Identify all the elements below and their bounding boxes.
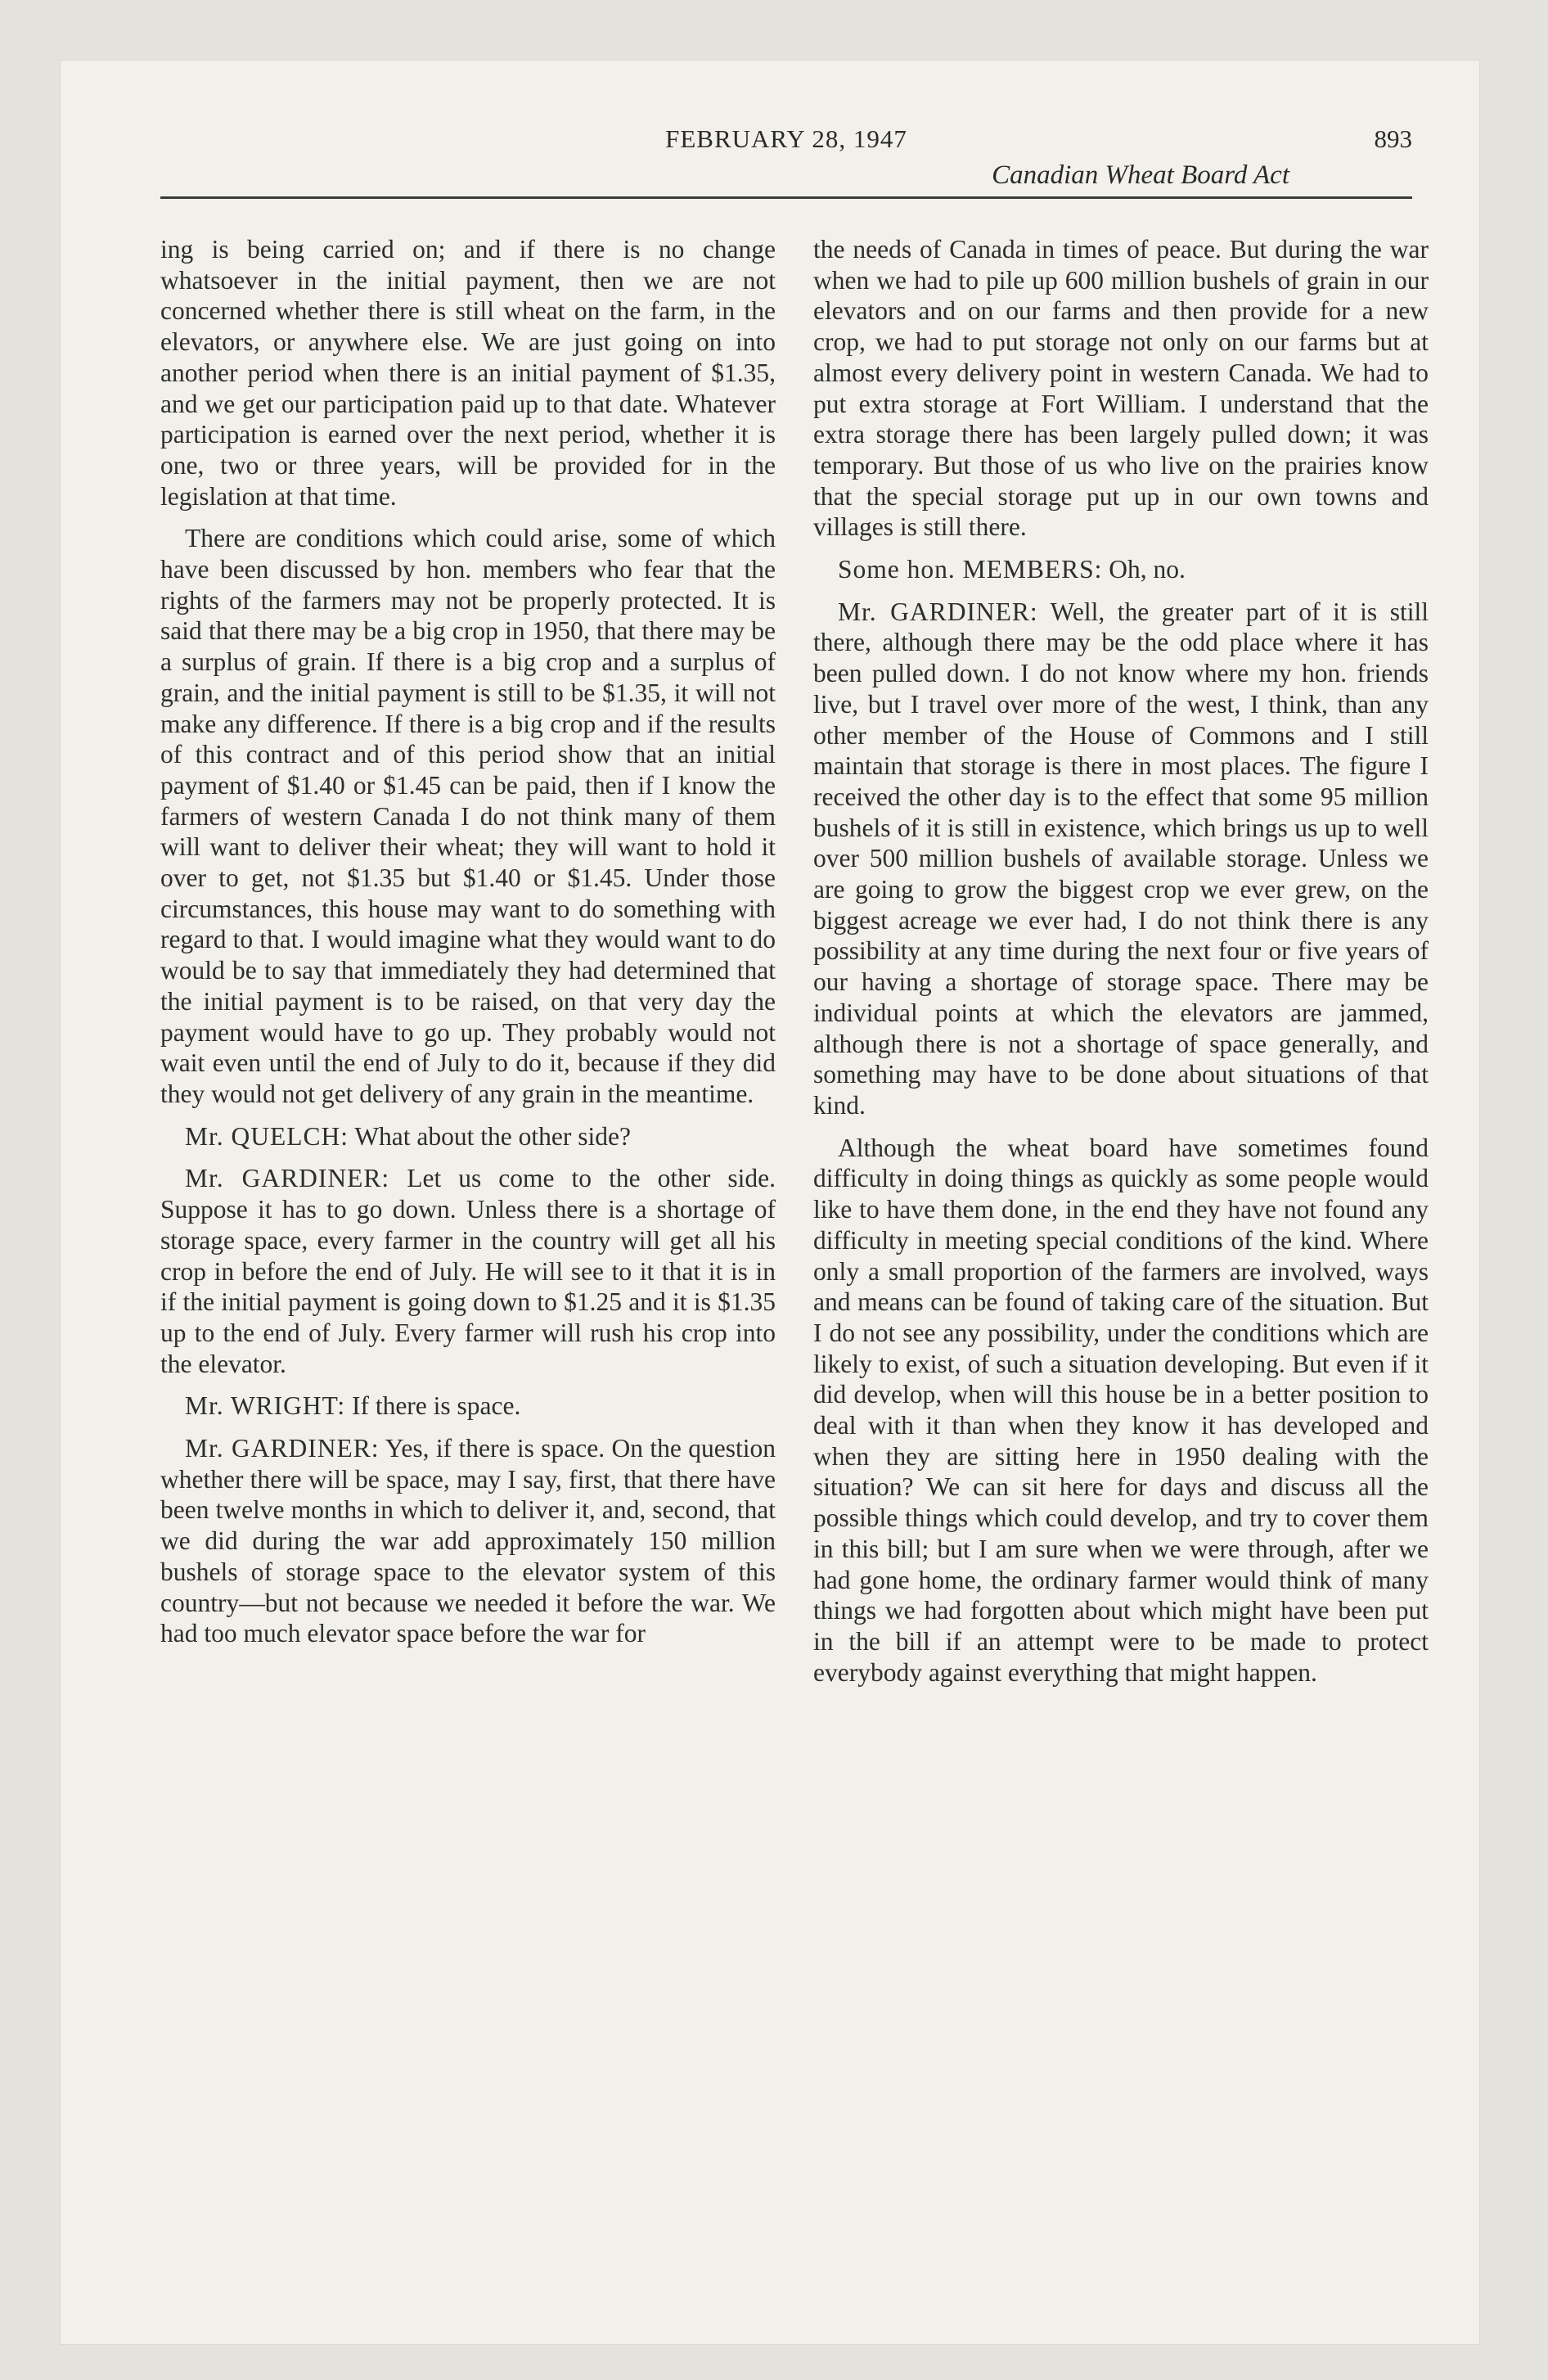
speech-text: Yes, if there is space. On the question whether there will be space, may I say, first, that there have been twelve months in which to deliver it, and, second, that we did during the war add approximately 150 million bushels of storage space to the elevator system of this country—but not because we needed it before the war. We had too much elevator space before the war for: [160, 1434, 776, 1648]
speaker-name: Mr. WRIGHT:: [185, 1391, 346, 1421]
speaker-name: Mr. QUELCH:: [185, 1121, 349, 1151]
speaker-name: Mr. GARDINER:: [185, 1434, 380, 1463]
speech-paragraph: [160, 1433, 776, 1649]
page-header: [160, 124, 1412, 200]
body-paragraph: [813, 1133, 1429, 1688]
body-paragraph: [160, 523, 776, 1109]
speaker-name: Some hon. MEMBERS:: [838, 555, 1103, 584]
right-column: [813, 234, 1429, 1699]
speaker-name: Mr. GARDINER:: [185, 1164, 390, 1193]
header-date: FEBRUARY 28, 1947: [665, 124, 907, 153]
paragraph-text: ing is being carried on; and if there is no change whatsoever in the initial payment, then we are not concerned whether there is still wheat on the farm, in the elevators, or anywhere else. We are just going on into another period when there is an initial payment of $1.35, and we get our participation paid up to that date. Whatever participation is earned over the next period, whether it is one, two or three years, will be provided for in the legislation at that time.: [160, 235, 776, 511]
speech-paragraph: [813, 554, 1429, 585]
continuation-paragraph: [160, 234, 776, 512]
paragraph-text: There are conditions which could arise, some of which have been discussed by hon. members who fear that the rights of the farmers may not be properly protected. It is said that there may be a big crop in 1950, that there may be a surplus of grain. If there is a big crop and a surplus of grain, and the initial payment is still to be $1.35, it will not make any difference. If there is a big crop and if the results of this contract and of this period show that an initial payment of $1.40 or $1.45 can be paid, then if I know the farmers of western Canada I do not think many of them will want to deliver their wheat; they will want to hold it over to get, not $1.35 but $1.40 or $1.45. Under those circumstances, this house may want to do something with regard to that. I would imagine what they would want to do would be to say that immediately they had determined that the initial payment is to be raised, on that very day the payment would have to go up. They probably would not wait even until the end of July to do it, because if they did they would not get delivery of any grain in the meantime.: [160, 524, 776, 1108]
page-number: 893: [1374, 124, 1412, 153]
speech-text: Well, the greater part of it is still there, although there may be the odd place where it has been pulled down. I do not know where my hon. friends live, but I travel over more of the west, I think, than any other member of the House of Commons and I still maintain that storage is there in most places. The figure I received the other day is to the effect that some 95 million bushels of it is still in existence, which brings us up to well over 500 million bushels of available storage. Unless we are going to grow the biggest crop we ever grew, on the biggest acreage we ever had, I do not think there is any possibility at any time during the next four or five years of our having a shortage of storage space. There may be individual points at which the elevators are jammed, although there is not a shortage of space generally, and something may have to be done about situations of that kind.: [813, 597, 1429, 1120]
speech-text: What about the other side?: [354, 1121, 631, 1151]
speech-text: Oh, no.: [1109, 555, 1186, 584]
speech-paragraph: [160, 1163, 776, 1379]
header-rule: [160, 196, 1412, 199]
speech-text: If there is space.: [351, 1391, 521, 1421]
speaker-name: Mr. GARDINER:: [838, 597, 1038, 626]
running-title: Canadian Wheat Board Act: [992, 160, 1289, 190]
speech-paragraph: [160, 1121, 776, 1152]
paragraph-text: Although the wheat board have sometimes found difficulty in doing things as quickly as some people would like to have them done, in the end they have not found any difficulty in meeting special conditions of the kind. Where only a small proportion of the farmers are involved, ways and means can be found of taking care of the situation. But I do not see any possibility, under the conditions which are likely to exist, of such a situation developing. But even if it did develop, when will this house be in a better position to deal with it than when they know it has developed and when they are sitting here in 1950 dealing with the situation? We can sit here for days and discuss all the possible things which could develop, and try to cover them in this bill; but I am sure when we were through, after we had gone home, the ordinary farmer would think of many things we had forgotten about which might have been put in the bill if an attempt were to be made to protect everybody against everything that might happen.: [813, 1133, 1429, 1687]
paragraph-text: the needs of Canada in times of peace. But during the war when we had to pile up 600 million bushels of grain in our elevators and on our farms and then provide for a new crop, we had to put storage not only on our farms but at almost every delivery point in western Canada. We had to put extra storage at Fort William. I understand that the extra storage there has been largely pulled down; it was temporary. But those of us who live on the prairies know that the special storage put up in our own towns and villages is still there.: [813, 235, 1429, 542]
left-column: [160, 234, 776, 1661]
speech-paragraph: [813, 597, 1429, 1121]
speech-text: Let us come to the other side. Suppose it has to go down. Unless there is a shortage of storage space, every farmer in the country will get all his crop in before the end of July. He will see to it that it is in if the initial payment is going down to $1.25 and it is $1.35 up to the end of July. Every farmer will rush his crop into the elevator.: [160, 1164, 776, 1378]
speech-paragraph: [160, 1391, 776, 1422]
continuation-paragraph: [813, 234, 1429, 543]
